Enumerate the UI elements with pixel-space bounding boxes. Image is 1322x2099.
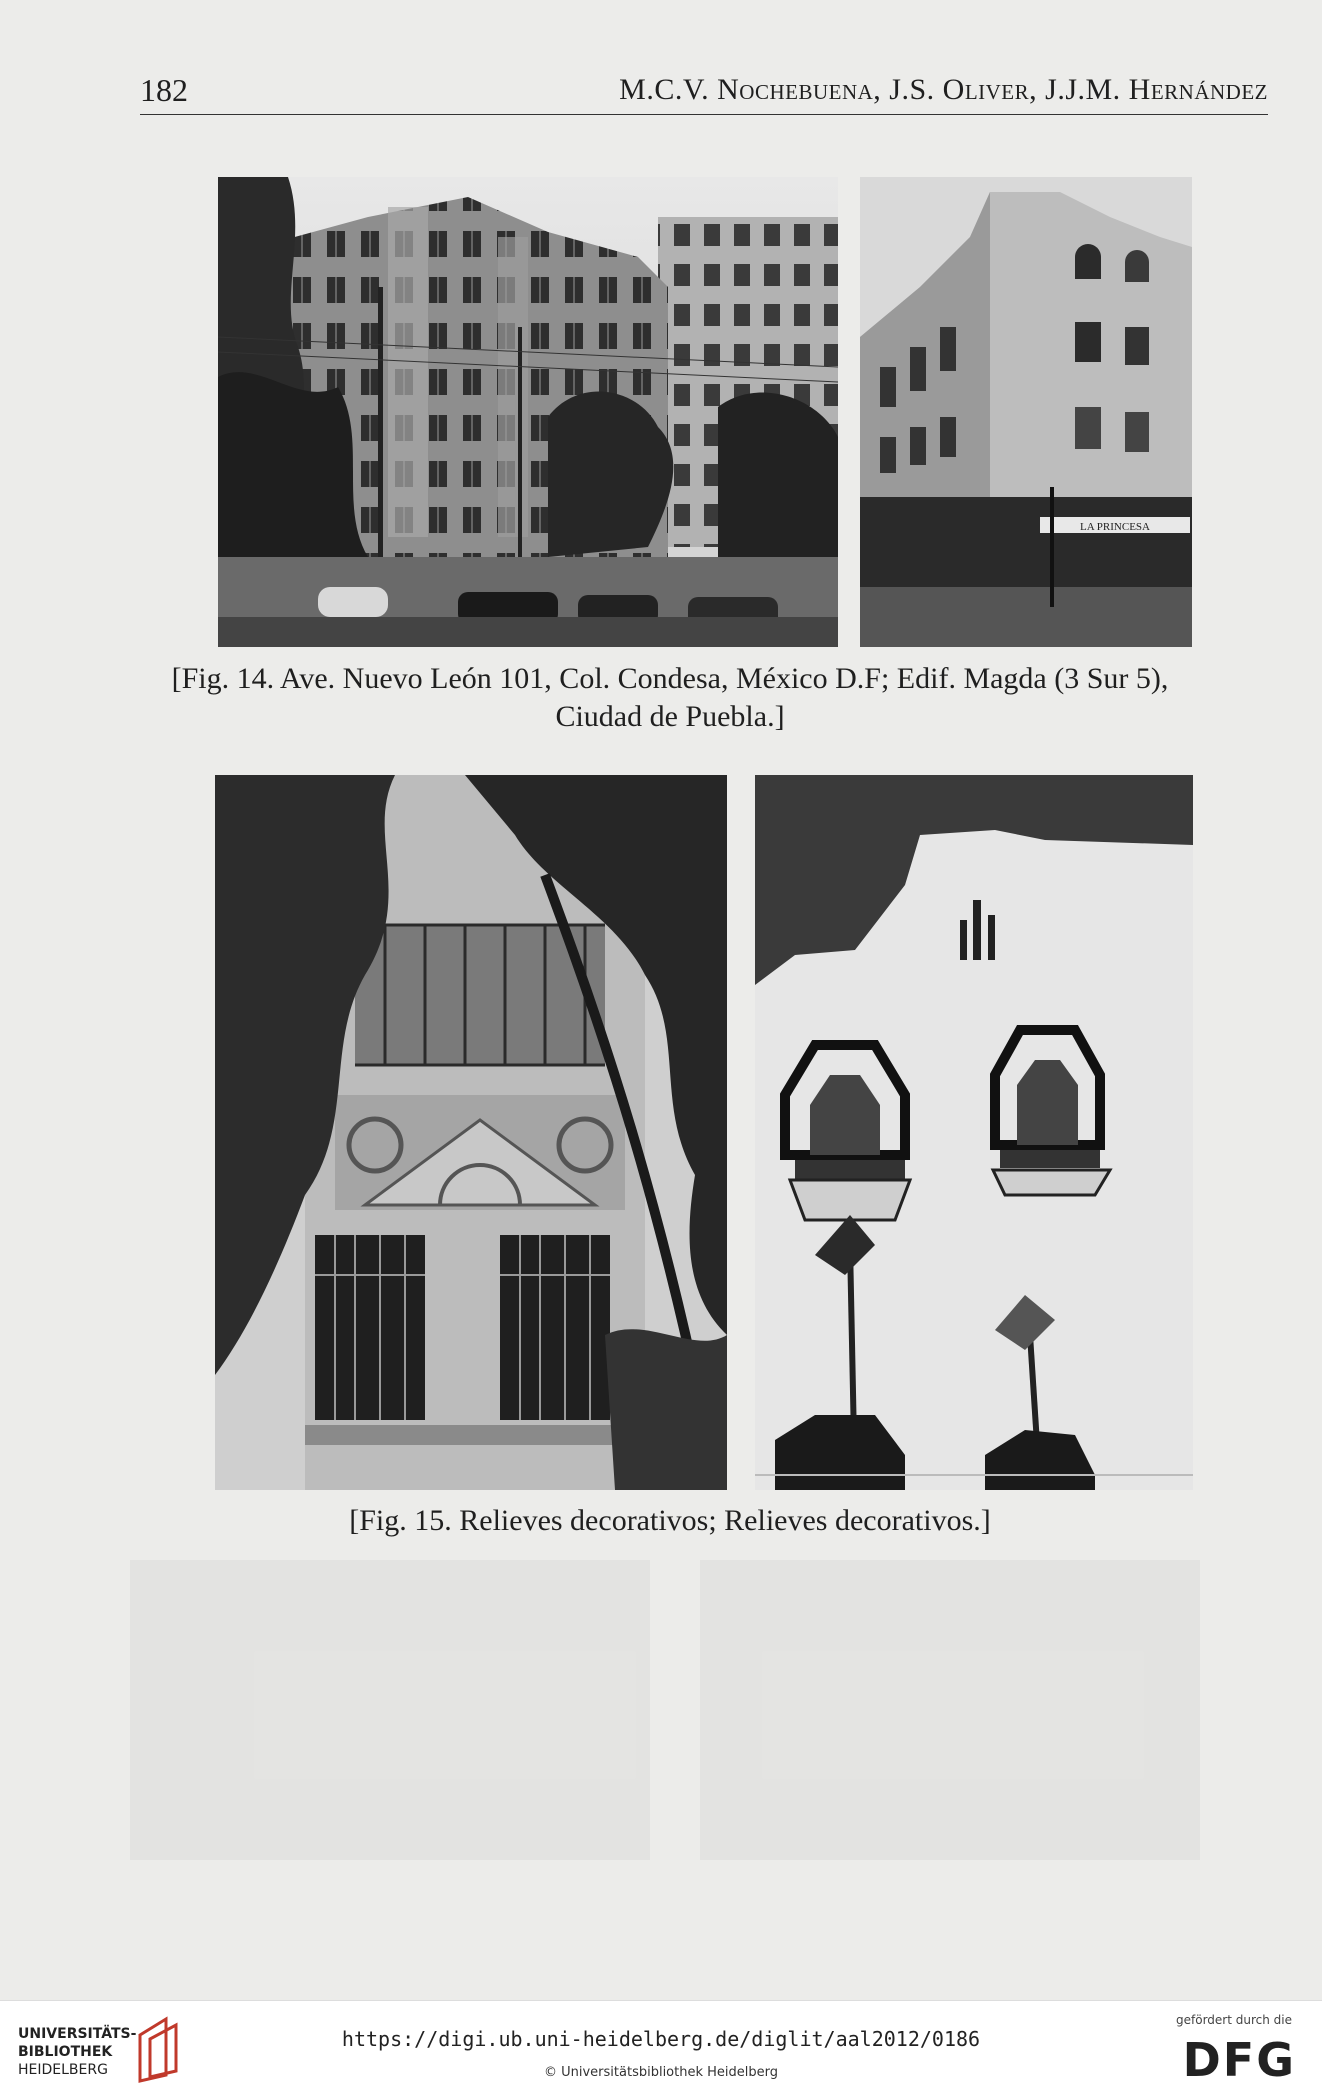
fig14-photo-condesa-building [218,177,838,647]
figure15-caption: [Fig. 15. Relieves decorativos; Relieves decorativos.] [349,1504,991,1537]
fig14-photo-edificio-magda [860,177,1192,647]
permalink-url[interactable]: https://digi.ub.uni-heidelberg.de/diglit/aal2012/0186 [341,2027,981,2051]
figure14-caption-line2: Ciudad de Puebla.] [555,700,785,733]
running-header [140,70,1268,115]
figure14-caption [120,660,1220,736]
funder-note: gefördert durch die [1176,2013,1292,2027]
library-line3: HEIDELBERG [18,2062,108,2078]
fig15-photo-relief-facade [215,775,727,1490]
bleed-through-shadow [130,1560,650,1860]
la-princesa-sign: LA PRINCESA [1080,521,1150,533]
library-line2: BIBLIOTHEK [18,2044,113,2060]
figure14-caption-line1: [Fig. 14. Ave. Nuevo León 101, Col. Condesa, México D.F; Edif. Magda (3 Sur 5), [171,662,1169,695]
bleed-through-shadow [700,1560,1200,1860]
library-line1: UNIVERSITÄTS- [18,2026,137,2042]
running-title: M.C.V. Nochebuena, J.S. Oliver, J.J.M. Hernández [619,73,1268,106]
copyright-notice: © Universitätsbibliothek Heidelberg [543,2065,778,2080]
dfg-logo-icon: DFG [1182,2033,1296,2087]
page-number: 182 [140,72,188,108]
digitization-footer [0,2000,1322,2099]
fig15-photo-arched-windows [755,775,1193,1490]
